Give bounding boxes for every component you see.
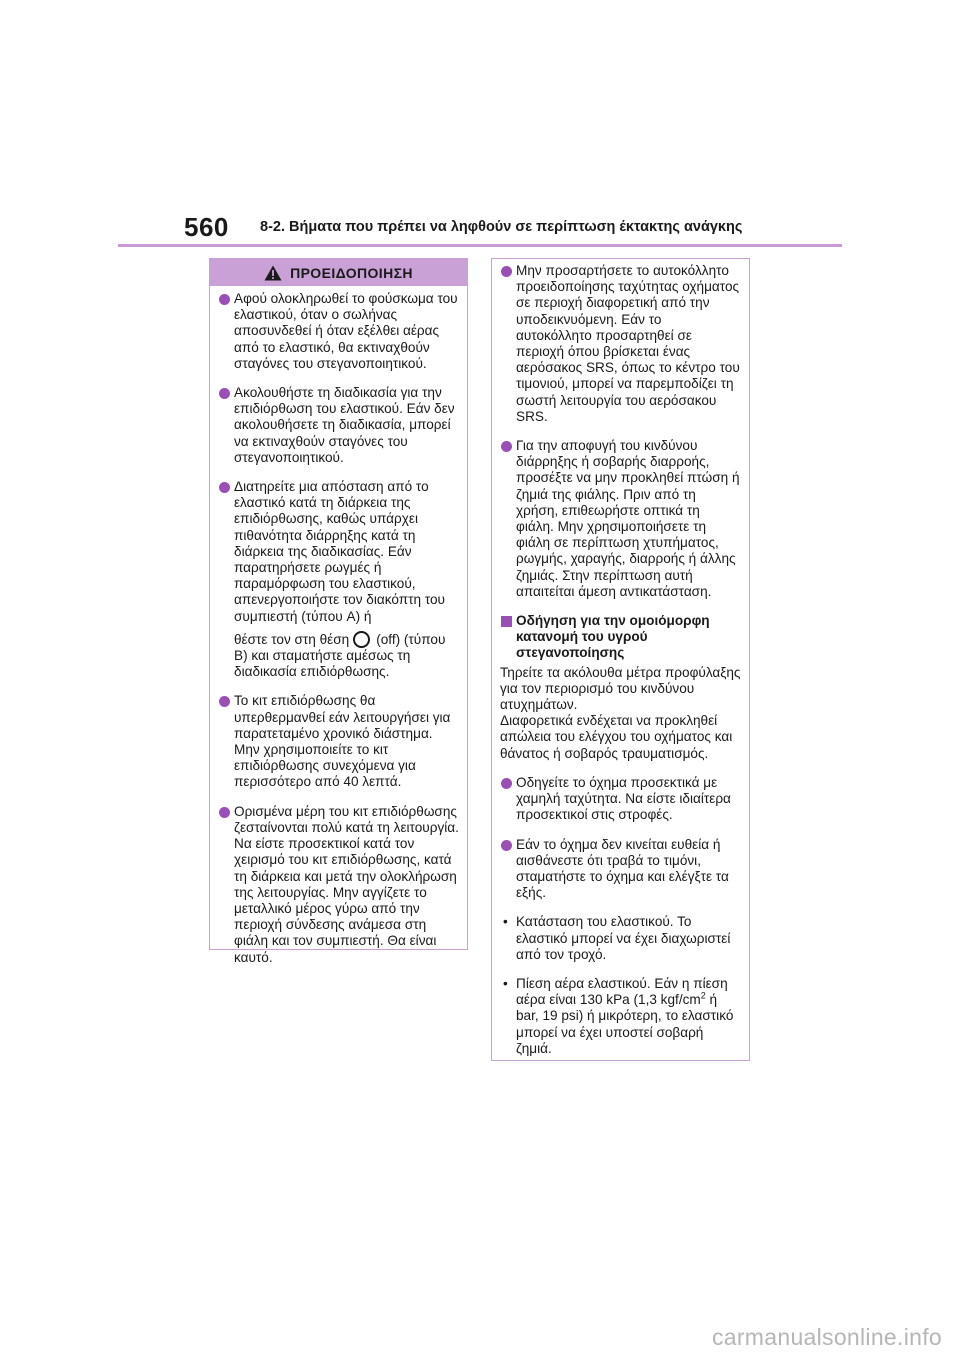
- warning-item: [218, 693, 459, 790]
- warning-item: [500, 775, 741, 824]
- warning-item: [218, 291, 459, 372]
- watermark: carmanualsonline.info: [711, 1324, 942, 1350]
- bullet-dot-icon: [501, 778, 512, 789]
- warning-item: [218, 385, 459, 466]
- warning-item-text: Ακολουθήστε τη διαδικασία για την επιδιόρθωση του ελαστικού. Εάν δεν ακολουθήσετε τη διαδικασία, μπορεί να εκτιναχθούν σταγόνες του στεγανοποιητικού.: [234, 385, 455, 465]
- warning-item-text: Αφού ολοκληρωθεί το φούσκωμα του ελαστικού, όταν ο σωλήνας αποσυνδεθεί ή όταν εξέλθει αέρας από το ελαστικό, θα εκτιναχθούν σταγόνες του στεγανοποιητικού.: [234, 291, 458, 371]
- warning-item-text: Για την αποφυγή του κινδύνου διάρρηξης ή σοβαρής διαρροής, προσέξτε να μην προκληθεί πτώση ή ζημιά της φιάλης. Πριν από τη χρήση, επιθεωρήστε οπτικά τη φιάλη. Μην χρησιμοποιήσετε τη φιάλη σε περίπτωση χτυπήματος, ρωγμής, χαραγής, διαρροής ή άλλης ζημιάς. Στην περίπτωση αυτή απαιτείται άμεση αντικατάσταση.: [516, 438, 740, 599]
- warning-header: [210, 259, 467, 286]
- page-number: 560: [184, 212, 229, 242]
- warning-item-text: Μην προσαρτήσετε το αυτοκόλλητο προειδοποίησης ταχύτητας οχήματος σε περιοχή διαφορετική από την υποδεικνυόμενη. Εάν το αυτοκόλλητο προσαρτηθεί σε περιοχή όπου βρίσκεται ένας αερόσακος SRS, όπως το κέντρο του τιμονιού, μπορεί να παρεμποδίζει τη σωστή λειτουργία του αερόσακου SRS.: [516, 263, 740, 424]
- header-divider: [118, 244, 842, 247]
- subheading: [500, 613, 741, 662]
- section-title: 8-2. Βήματα που πρέπει να ληφθούν σε περίπτωση έκτακτης ανάγκης: [260, 219, 743, 235]
- subheading-text: Οδήγηση για την ομοιόμορφη κατανομή του υγρού στεγανοποίησης: [516, 613, 710, 661]
- warning-item: [500, 263, 741, 425]
- dash-item: [500, 914, 741, 963]
- warning-box: [209, 258, 468, 965]
- off-position-icon: [353, 631, 370, 648]
- dash-bullet-icon: •: [503, 975, 508, 991]
- superscript: 2: [700, 990, 706, 1001]
- warning-item: [218, 479, 459, 680]
- bullet-dot-icon: [219, 696, 230, 707]
- paragraph-text: Τηρείτε τα ακόλουθα μέτρα προφύλαξης για τον περιορισμό του κινδύνου ατυχημάτων.: [500, 664, 741, 713]
- dash-bullet-icon: •: [503, 914, 508, 930]
- warning-item-text: Το κιτ επιδιόρθωσης θα υπερθερμανθεί εάν λειτουργήσει για παρατεταμένο χρονικό διάστημα. Μην χρησιμοποιείτε το κιτ επιδιόρθωσης συνεχόμενα για περισσότερο από 40 λεπτά.: [234, 693, 451, 790]
- warning-item: [500, 837, 741, 902]
- pressure-text-end: ή bar, 19 psi) ή μικρότερη, το ελαστικό μπορεί να έχει υποστεί σοβαρή ζημιά.: [516, 992, 734, 1056]
- dash-item-text: [516, 976, 741, 1057]
- warning-item: [218, 804, 459, 966]
- dash-item: [500, 976, 741, 1057]
- warning-box-continued: [491, 258, 750, 1061]
- bullet-dot-icon: [219, 482, 230, 493]
- warning-title: ΠΡΟΕΙΔΟΠΟΙΗΣΗ: [290, 264, 413, 281]
- dash-item-text: Κατάσταση του ελαστικού. Το ελαστικό μπορεί να έχει διαχωριστεί από τον τροχό.: [516, 914, 731, 962]
- page-header: [0, 0, 960, 250]
- warning-item-text: Ορισμένα μέρη του κιτ επιδιόρθωσης ζεσταίνονται πολύ κατά τη λειτουργία. Να είστε προσεκτικοί κατά τον χειρισμό του κιτ επιδιόρθωσης, κατά τη διάρκεια και μετά την ολοκλήρωση της λειτουργίας. Μην αγγίζετε το μεταλλικό μέρος γύρω από την περιοχή σύνδεσης ανάμεσα στη φιάλη και τον συμπιεστή. Θα είναι καυτό.: [234, 803, 459, 965]
- bullet-dot-icon: [501, 266, 512, 277]
- paragraph: [500, 665, 741, 762]
- paragraph-text: Διαφορετικά ενδέχεται να προκληθεί απώλεια του ελέγχου του οχήματος και θάνατος ή σοβαρός τραυματισμός.: [500, 713, 733, 761]
- bullet-dot-icon: [501, 441, 512, 452]
- position-label: θέστε τον στη θέση: [234, 631, 350, 647]
- position-label-end: (off) (τύπου B) και σταματήστε αμέσως τη διαδικασία επιδιόρθωσης.: [234, 631, 446, 680]
- bullet-dot-icon: [219, 388, 230, 399]
- warning-triangle-icon: [264, 265, 282, 281]
- square-bullet-icon: [501, 616, 512, 627]
- warning-item-text-cont: [234, 631, 459, 681]
- warning-item: [500, 438, 741, 600]
- bullet-dot-icon: [219, 807, 230, 818]
- bullet-dot-icon: [219, 294, 230, 305]
- warning-item-text: Εάν το όχημα δεν κινείται ευθεία ή αισθάνεστε ότι τραβά το τιμόνι, σταματήστε το όχημα και ελέγξτε τα εξής.: [516, 836, 729, 901]
- bullet-dot-icon: [501, 840, 512, 851]
- pressure-text: Πίεση αέρα ελαστικού. Εάν η πίεση αέρα είναι 130 kPa (1,3 kgf/cm: [516, 975, 728, 1008]
- warning-item-text: Οδηγείτε το όχημα προσεκτικά με χαμηλή ταχύτητα. Να είστε ιδιαίτερα προσεκτικοί στις στροφές.: [516, 774, 731, 823]
- warning-item-text: Διατηρείτε μια απόσταση από το ελαστικό κατά τη διάρκεια της επιδιόρθωσης, καθώς υπάρχει πιθανότητα διάρρηξης κατά τη διάρκεια της διαδικασίας. Εάν παρατηρήσετε ρωγμές ή παραμόρφωση του ελαστικού, απενεργοποιήστε τον διακόπτη του συμπιεστή (τύπου A) ή: [234, 479, 445, 624]
